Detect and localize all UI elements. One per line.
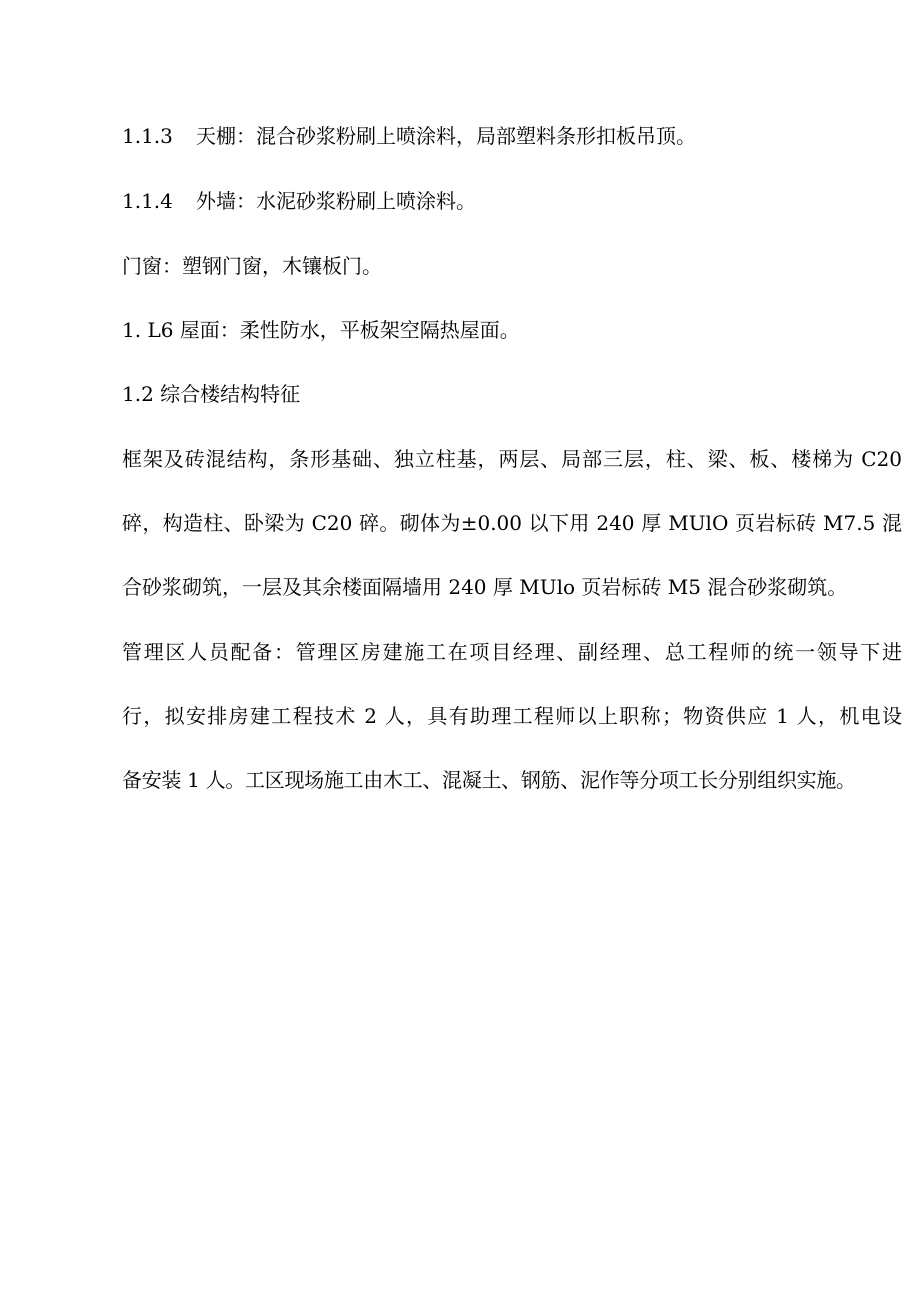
structure-paragraph-line: 合砂浆砌筑，一层及其余楼面隔墙用 240 厚 MUlo 页岩标砖 M5 混合砂浆砌筑。 [122, 575, 848, 599]
item-text: 外墙：水泥砂浆粉刷上喷涂料。 [196, 189, 476, 213]
item-1-1-4 [122, 189, 476, 213]
item-number: 1.1.3 [122, 124, 173, 148]
door-window-paragraph: 门窗：塑钢门窗，木镶板门。 [122, 254, 382, 278]
item-1-1-3 [122, 124, 696, 148]
structure-paragraph-line: 框架及砖混结构，条形基础、独立柱基，两层、局部三层，柱、梁、板、楼梯为 C20 [122, 447, 902, 471]
item-number: 1.1.4 [122, 189, 173, 213]
section-heading: 1.2 综合楼结构特征 [122, 382, 301, 406]
staff-paragraph-line: 管理区人员配备：管理区房建施工在项目经理、副经理、总工程师的统一领导下进 [122, 640, 902, 664]
staff-paragraph-line: 行，拟安排房建工程技术 2 人，具有助理工程师以上职称；物资供应 1 人，机电设 [122, 704, 902, 728]
item-text: 天棚：混合砂浆粉刷上喷涂料，局部塑料条形扣板吊顶。 [196, 124, 696, 148]
staff-paragraph-line: 备安装 1 人。工区现场施工由木工、混凝土、钢筋、泥作等分项工长分别组织实施。 [122, 768, 856, 792]
roof-paragraph: 1. L6 屋面：柔性防水，平板架空隔热屋面。 [122, 318, 520, 342]
structure-paragraph-line: 碎，构造柱、卧梁为 C20 碎。砌体为±0.00 以下用 240 厚 MUlO 页岩标砖 M7.5 混 [122, 511, 902, 535]
